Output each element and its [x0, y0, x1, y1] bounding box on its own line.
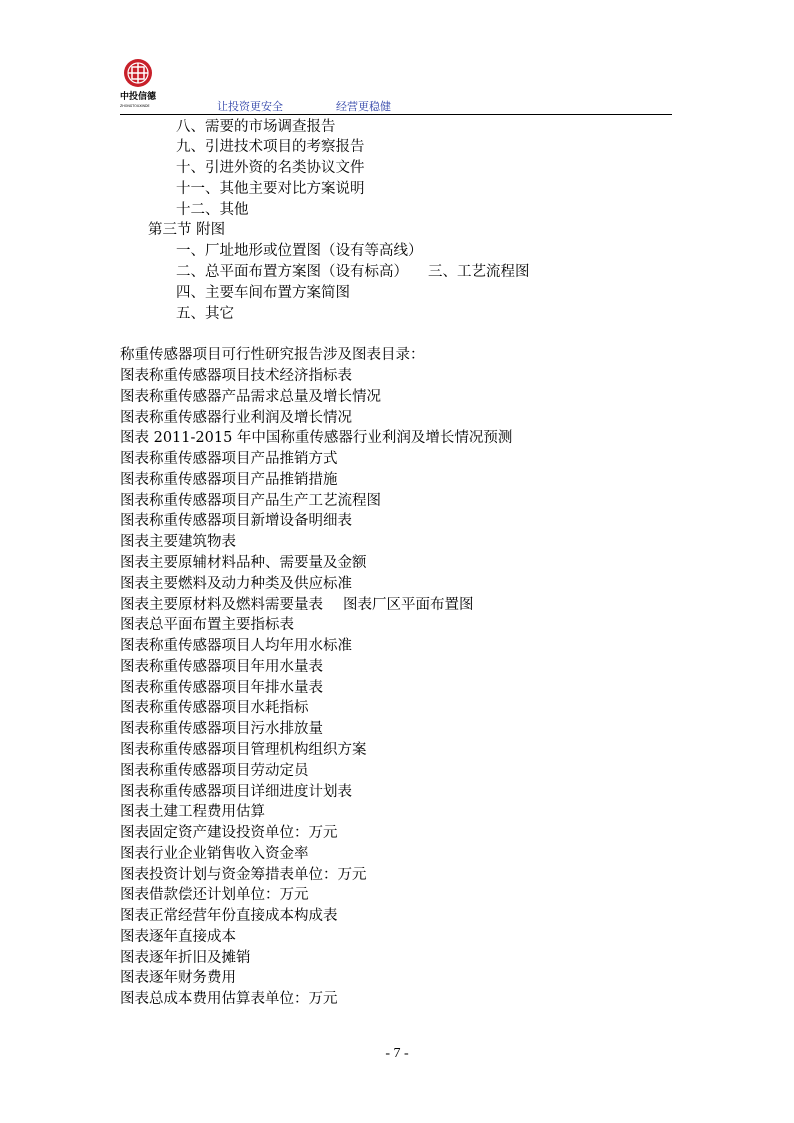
chart-list-item: 图表称重传感器项目管理机构组织方案	[120, 742, 367, 758]
chart-list-item: 图表借款偿还计划单位：万元	[120, 887, 309, 903]
page-header	[0, 0, 794, 120]
outline-item: 十一、其他主要对比方案说明	[176, 181, 365, 197]
outline-item: 十、引进外资的名类协议文件	[176, 160, 365, 176]
chart-list-item-part: 图表厂区平面布置图	[343, 597, 474, 613]
chart-list-item: 图表逐年财务费用	[120, 970, 236, 986]
chart-list-item: 图表土建工程费用估算	[120, 804, 265, 820]
chart-list-item: 图表称重传感器项目产品推销方式	[120, 451, 338, 467]
chart-list-item: 图表称重传感器项目技术经济指标表	[120, 368, 352, 384]
chart-list-item: 图表主要原辅材料品种、需要量及金额	[120, 555, 367, 571]
chart-list-item: 图表称重传感器项目年用水量表	[120, 659, 323, 675]
chart-list-item: 图表总平面布置主要指标表	[120, 617, 294, 633]
section-heading: 第三节 附图	[148, 222, 226, 238]
outline-item: 八、需要的市场调查报告	[176, 119, 336, 135]
outline-item: 十二、其他	[176, 202, 249, 218]
company-logo	[120, 55, 164, 115]
chart-list-item: 图表逐年直接成本	[120, 929, 236, 945]
chart-list-item: 图表行业企业销售收入资金率	[120, 846, 309, 862]
chart-list-item: 图表固定资产建设投资单位：万元	[120, 825, 338, 841]
chart-list-item: 图表称重传感器项目人均年用水标准	[120, 638, 352, 654]
outline-item-part: 二、总平面布置方案图（设有标高）	[176, 264, 408, 280]
chart-list-item: 图表主要建筑物表	[120, 534, 236, 550]
slogan-right: 经营更稳健	[336, 100, 391, 113]
chart-list-item: 图表正常经营年份直接成本构成表	[120, 908, 338, 924]
chart-list-item: 图表 2011-2015 年中国称重传感器行业利润及增长情况预测	[120, 430, 513, 446]
outline-item: 四、主要车间布置方案简图	[176, 285, 350, 301]
chart-list-item-part: 图表主要原材料及燃料需要量表	[120, 597, 323, 613]
chart-list-item: 图表称重传感器项目产品生产工艺流程图	[120, 493, 381, 509]
chart-list-item: 图表称重传感器产品需求总量及增长情况	[120, 389, 381, 405]
page-number: - 7 -	[385, 1046, 409, 1061]
outline-item	[176, 262, 530, 282]
chart-list-item: 图表称重传感器项目劳动定员	[120, 763, 309, 779]
outline-item: 五、其它	[176, 306, 234, 322]
logo-emblem-icon	[120, 55, 164, 115]
svg-text:ZHONGTOUXINDE: ZHONGTOUXINDE	[120, 104, 150, 108]
chart-list-item: 图表主要燃料及动力种类及供应标准	[120, 576, 352, 592]
chart-list-item: 图表投资计划与资金筹措表单位：万元	[120, 867, 367, 883]
chart-list-item: 图表逐年折旧及摊销	[120, 950, 251, 966]
outline-item: 九、引进技术项目的考察报告	[176, 139, 365, 155]
header-rule	[120, 114, 672, 115]
chart-list-item: 图表称重传感器项目新增设备明细表	[120, 513, 352, 529]
slogan-left: 让投资更安全	[217, 100, 283, 113]
outline-item-part: 三、工艺流程图	[428, 264, 530, 280]
svg-text:中投信德: 中投信德	[120, 92, 157, 102]
chart-list-item	[120, 595, 474, 615]
chart-list-item: 图表称重传感器项目水耗指标	[120, 700, 309, 716]
chart-list-item: 图表称重传感器行业利润及增长情况	[120, 410, 352, 426]
chart-list-item: 图表称重传感器项目详细进度计划表	[120, 784, 352, 800]
chart-list-item: 图表总成本费用估算表单位：万元	[120, 991, 338, 1007]
outline-item: 一、厂址地形或位置图（设有等高线）	[176, 243, 423, 259]
chart-list-title: 称重传感器项目可行性研究报告涉及图表目录：	[120, 347, 425, 363]
chart-list-item: 图表称重传感器项目年排水量表	[120, 680, 323, 696]
chart-list-item: 图表称重传感器项目产品推销措施	[120, 472, 338, 488]
chart-list-item: 图表称重传感器项目污水排放量	[120, 721, 323, 737]
